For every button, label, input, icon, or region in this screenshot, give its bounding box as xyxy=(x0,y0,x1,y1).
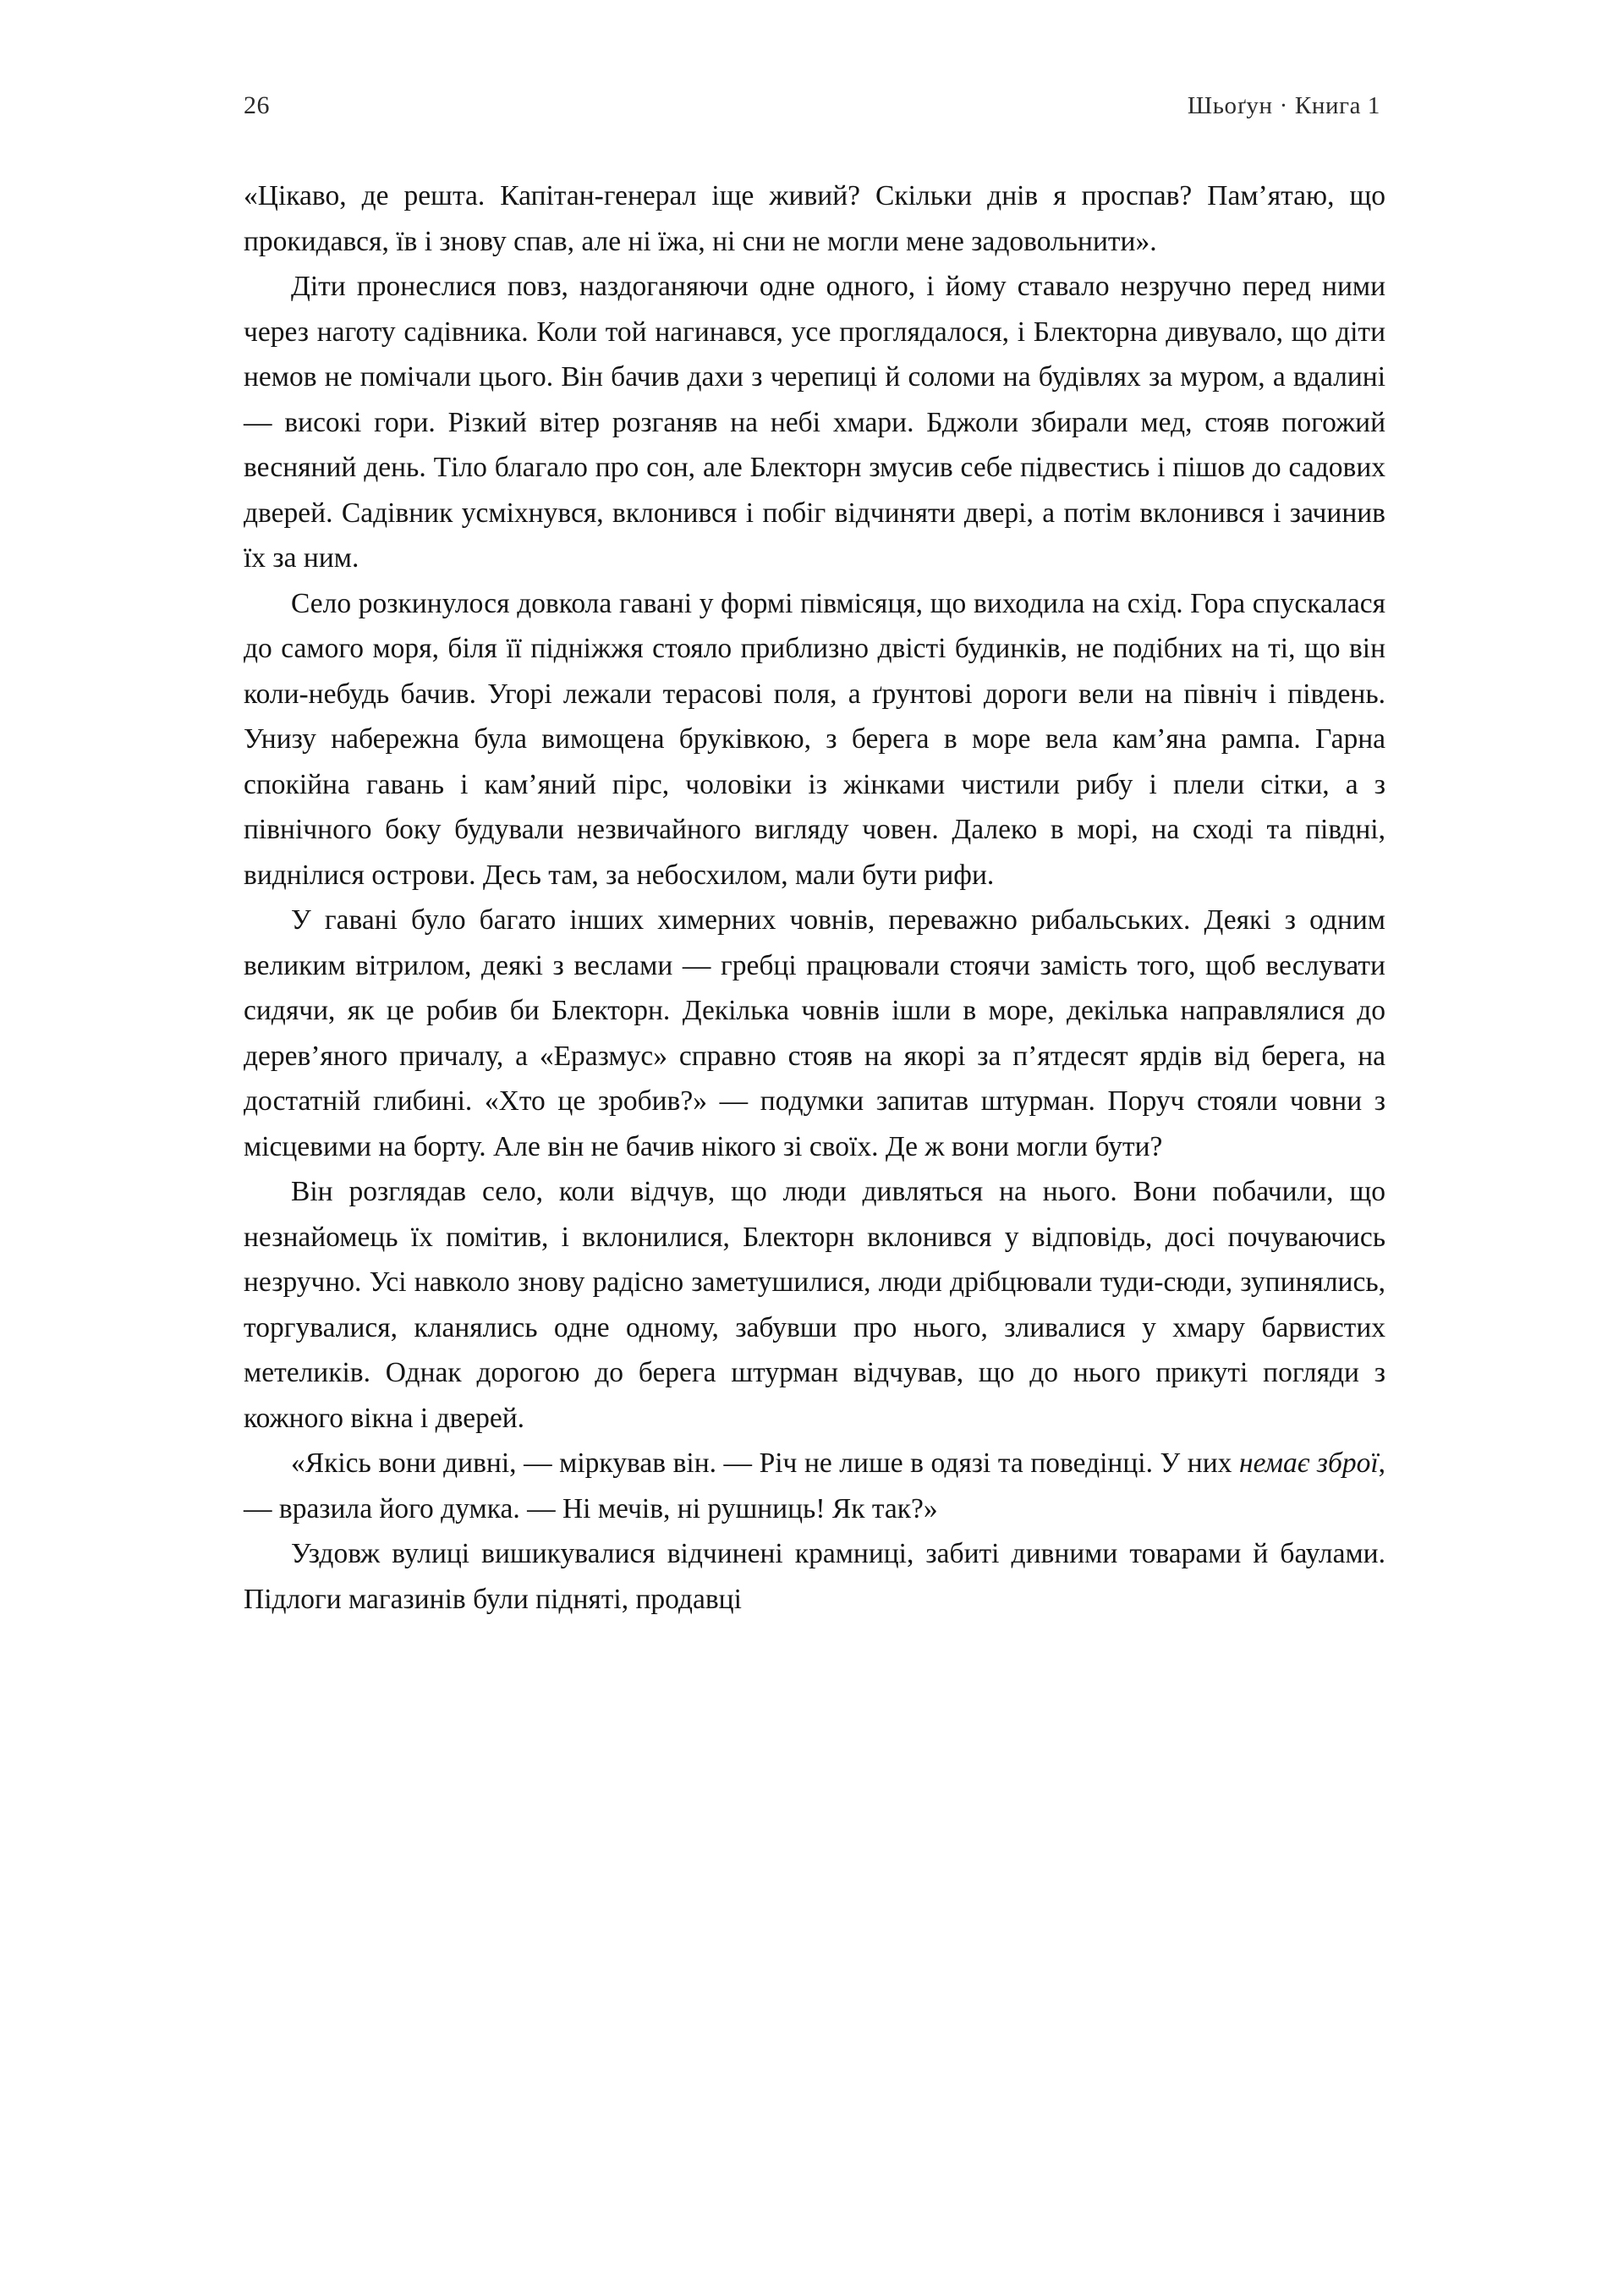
page-header xyxy=(244,91,1380,125)
paragraph: У гавані було багато інших химерних човнів, переважно рибальських. Деякі з одним великим вітрилом, деякі з веслами — гребці працювали стоячи замість того, щоб веслувати сидячи, як це робив би Блекторн. Декілька човнів ішли в море, декілька направлялися до дерев’яного причалу, а «Еразмус» справно стояв на якорі за п’ятдесят ярдів від берега, на достатній глибині. «Хто це зробив?» — подумки запитав штурман. Поруч стояли човни з місцевими на борту. Але він не бачив нікого зі своїх. Де ж вони могли бути? xyxy=(244,904,1385,1162)
paragraph: «Цікаво, де решта. Капітан-генерал іще живий? Скільки днів я проспав? Пам’ятаю, що прокидався, їв і знову спав, але ні їжа, ні сни не могли мене задовольнити». xyxy=(244,180,1385,257)
running-title-separator: · xyxy=(1279,92,1288,119)
paragraph: Він розглядав село, коли відчув, що люди дивляться на нього. Вони побачили, що незнайомець їх помітив, і вклонилися, Блекторн вклонився у відповідь, досі почуваючись незручно. Усі навколо знову радісно заметушилися, люди дрібцювали туди-сюди, зупинялись, торгувалися, кланялись одне одному, забувши про нього, зливалися у хмару барвистих метеликів. Однак дорогою до берега штурман відчував, що до нього прикуті погляди з кожного вікна і дверей. xyxy=(244,1176,1385,1434)
emphasized-text: немає зброї xyxy=(1238,1447,1379,1479)
paragraph-segment: «Якісь вони дивні, — міркував він. — Річ не лише в одязі та поведінці. У них xyxy=(291,1447,1239,1479)
paragraph: Село розкинулося довкола гавані у формі півмісяця, що виходила на схід. Гора спускалася до самого моря, біля її підніжжя стояло приблизно двісті будинків, не подібних на ті, що він коли-небудь бачив. Угорі лежали терасові поля, а ґрунтові дороги вели на північ і південь. Унизу набережна була вимощена бруківкою, з берега в море вела кам’яна рампа. Гарна спокійна гавань і кам’яний пірс, чоловіки із жінками чистили рибу і плели сітки, а з північного боку будували незвичайного вигляду човен. Далеко в морі, на сході та півдні, виднілися острови. Десь там, за небосхилом, мали бути рифи. xyxy=(244,587,1385,891)
text-block xyxy=(244,173,1385,1622)
running-title xyxy=(1188,92,1380,120)
paragraph: Діти пронеслися повз, наздоганяючи одне одного, і йому ставало незручно перед ними через наготу садівника. Коли той нагинався, усе проглядалося, і Блекторна дивувало, що діти немов не помічали цього. Він бачив дахи з черепиці й соломи на будівлях за муром, а вдалині — високі гори. Різкий вітер розганяв на небі хмари. Бджоли збирали мед, стояв погожий весняний день. Тіло благало про сон, але Блекторн змусив себе підвестись і пішов до садових дверей. Садівник усміхнувся, вклонився і побіг відчиняти двері, а потім вклонився і зачинив їх за ним. xyxy=(244,271,1385,574)
paragraph: Уздовж вулиці вишикувалися відчинені крамниці, забиті дивними товарами й баулами. Підлоги магазинів були підняті, продавці xyxy=(244,1538,1385,1615)
page-number: 26 xyxy=(244,91,270,119)
paragraph-with-emphasis xyxy=(244,1441,1385,1531)
paragraph-segment: , — вразила його думка. — Ні мечів, ні рушниць! Як так?» xyxy=(244,1447,1385,1524)
running-title-book: Шьоґун xyxy=(1187,92,1273,119)
running-title-part: Книга 1 xyxy=(1294,92,1380,119)
